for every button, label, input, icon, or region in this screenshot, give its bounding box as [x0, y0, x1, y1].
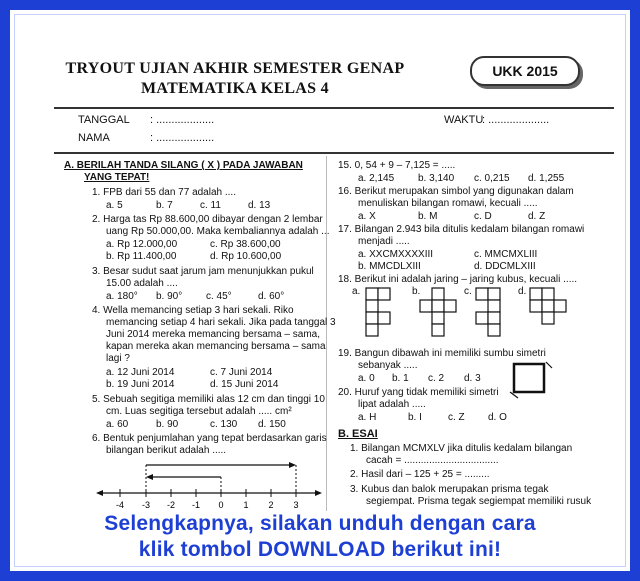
question-17-cont: menjadi ..... — [358, 236, 410, 247]
q15-option-a: a. 2,145 — [358, 173, 395, 184]
number-line-figure — [96, 455, 326, 515]
q3-option-c: c. 45° — [206, 291, 232, 302]
q16-option-a: a. X — [358, 211, 376, 222]
essay-3: 3. Kubus dan balok merupakan prisma tegak — [350, 484, 549, 495]
q18-option-b: b. — [412, 286, 421, 297]
question-4-cont-3: kapan mereka akan memancing bersama – sama — [106, 341, 326, 352]
square-shape-figure — [506, 358, 556, 402]
q3-option-d: d. 60° — [258, 291, 285, 302]
axis-arrow-right — [315, 490, 322, 496]
question-4-cont-2: Juni 2014 mereka memancing bersama – sama, — [106, 329, 320, 340]
question-4: 4. Wella memancing setiap 3 hari sekali. Riko — [92, 305, 294, 316]
q17-option-d: d. DDCMLXIII — [474, 261, 536, 272]
q1-option-d: d. 13 — [248, 200, 271, 211]
exam-badge: UKK 2015 — [470, 56, 580, 86]
q2-option-d: d. Rp 10.600,00 — [210, 251, 282, 262]
tick-label: -1 — [191, 500, 201, 510]
tick-label: 1 — [243, 500, 249, 510]
q5-option-b: b. 90 — [156, 419, 179, 430]
q17-option-b: b. MMCDLXIII — [358, 261, 421, 272]
tanggal-label: TANGGAL — [78, 114, 130, 126]
question-6-cont: bilangan berikut adalah ..... — [106, 445, 227, 456]
q3-option-b: b. 90° — [156, 291, 183, 302]
question-3-cont: 15.00 adalah .... — [106, 278, 178, 289]
question-2-cont: uang Rp 50.000,00. Maka kembaliannya adalah ... — [106, 226, 330, 237]
nama-field: : ................... — [150, 132, 215, 144]
question-16: 16. Berikut merupakan simbol yang digunakan dalam — [338, 186, 574, 197]
question-20-cont: lipat adalah ..... — [358, 399, 426, 410]
column-divider — [326, 156, 327, 511]
tick-label: 0 — [218, 500, 224, 510]
q2-option-a: a. Rp 12.000,00 — [106, 239, 178, 250]
q20-option-b: b. I — [408, 412, 422, 423]
tanggal-field: : ................... — [150, 114, 215, 126]
question-15: 15. 0, 54 + 9 – 7,125 = ..... — [338, 160, 456, 171]
q2-option-b: b. Rp 11.400,00 — [106, 251, 177, 262]
question-5: 5. Sebuah segitiga memiliki alas 12 cm dan tinggi 10 — [92, 394, 325, 405]
q19-option-b: b. 1 — [392, 373, 409, 384]
essay-2: 2. Hasil dari – 125 + 25 = ......... — [350, 469, 490, 480]
section-b-heading: B. ESAI — [338, 428, 378, 440]
question-19-cont: sebanyak ..... — [358, 360, 418, 371]
question-19: 19. Bangun dibawah ini memiliki sumbu simetri — [338, 348, 546, 359]
question-2: 2. Harga tas Rp 88.600,00 dibayar dengan 2 lembar — [92, 214, 323, 225]
tick-label: -2 — [166, 500, 176, 510]
q18-option-c: c. — [464, 286, 472, 297]
q17-option-c: c. MMCMXLIII — [474, 249, 538, 260]
q16-option-b: b. M — [418, 211, 438, 222]
q20-option-a: a. H — [358, 412, 377, 423]
waktu-label: WAKTU — [444, 114, 484, 126]
title-line1: TRYOUT UJIAN AKHIR SEMESTER GENAP — [65, 60, 405, 77]
question-3: 3. Besar sudut saat jarum jam menunjukkan pukul — [92, 266, 314, 277]
q4-option-a: a. 12 Juni 2014 — [106, 367, 175, 378]
q4-option-c: c. 7 Juni 2014 — [210, 367, 273, 378]
section-a-heading: A. BERILAH TANDA SILANG ( X ) PADA JAWABAN — [64, 160, 303, 171]
tick-label: -4 — [115, 500, 125, 510]
q3-option-a: a. 180° — [106, 291, 138, 302]
question-20: 20. Huruf yang tidak memiliki simetri — [338, 387, 499, 398]
waktu-field: : .................... — [482, 114, 550, 126]
q18-option-a: a. — [352, 286, 361, 297]
question-6: 6. Bentuk penjumlahan yang tepat berdasarkan garis — [92, 433, 327, 444]
title-line2: MATEMATIKA KELAS 4 — [141, 80, 329, 97]
cube-nets-figure — [360, 286, 600, 342]
q16-option-d: d. Z — [528, 211, 546, 222]
header-rule-2 — [54, 152, 614, 154]
q18-option-d: d. — [518, 286, 527, 297]
header-rule — [54, 107, 614, 109]
question-17: 17. Bilangan 2.943 bila ditulis kedalam bilangan romawi — [338, 224, 585, 235]
tick-label: 2 — [268, 500, 274, 510]
download-promo-line2[interactable]: klik tombol DOWNLOAD berikut ini! — [138, 538, 502, 561]
q15-option-b: b. 3,140 — [418, 173, 455, 184]
q20-option-c: c. Z — [448, 412, 465, 423]
download-promo-line1: Selengkapnya, silakan unduh dengan cara — [104, 512, 536, 535]
axis-arrow-left — [96, 490, 103, 496]
q5-option-d: d. 150 — [258, 419, 286, 430]
question-5-cont: cm. Luas segitiga tersebut adalah ..... cm² — [106, 406, 292, 417]
section-a-heading-2: YANG TEPAT! — [84, 172, 150, 183]
q15-option-d: d. 1,255 — [528, 173, 565, 184]
question-4-cont-1: memancing setiap 4 hari sekali. Jika pada tanggal 3 — [106, 317, 336, 328]
q4-option-b: b. 19 Juni 2014 — [106, 379, 175, 390]
question-18: 18. Berikut ini adalah jaring – jaring kubus, kecuali ..... — [338, 274, 578, 285]
essay-3-cont: segiempat. Prisma tegak segiempat memiliki rusuk — [366, 496, 592, 507]
q16-option-c: c. D — [474, 211, 492, 222]
q4-option-d: d. 15 Juni 2014 — [210, 379, 279, 390]
tick-label: -3 — [141, 500, 151, 510]
q20-option-d: d. O — [488, 412, 507, 423]
tick-label: 3 — [293, 500, 299, 510]
q1-option-a: a. 5 — [106, 200, 123, 211]
essay-1: 1. Bilangan MCMXLV jika ditulis kedalam bilangan — [350, 443, 573, 454]
q1-option-b: b. 7 — [156, 200, 173, 211]
q1-option-c: c. 11 — [200, 200, 221, 211]
q17-option-a: a. XXCMXXXXIII — [358, 249, 434, 260]
q15-option-c: c. 0,215 — [474, 173, 510, 184]
question-4-cont-4: lagi ? — [106, 353, 130, 364]
question-1: 1. FPB dari 55 dan 77 adalah .... — [92, 187, 236, 198]
question-16-cont: menuliskan bilangan romawi, kecuali ..... — [358, 198, 538, 209]
essay-1-cont: cacah = .................................. — [366, 455, 499, 466]
q19-option-c: c. 2 — [428, 373, 445, 384]
q19-option-a: a. 0 — [358, 373, 375, 384]
q5-option-c: c. 130 — [210, 419, 238, 430]
q2-option-c: c. Rp 38.600,00 — [210, 239, 281, 250]
q5-option-a: a. 60 — [106, 419, 129, 430]
q19-option-d: d. 3 — [464, 373, 481, 384]
nama-label: NAMA — [78, 132, 110, 144]
